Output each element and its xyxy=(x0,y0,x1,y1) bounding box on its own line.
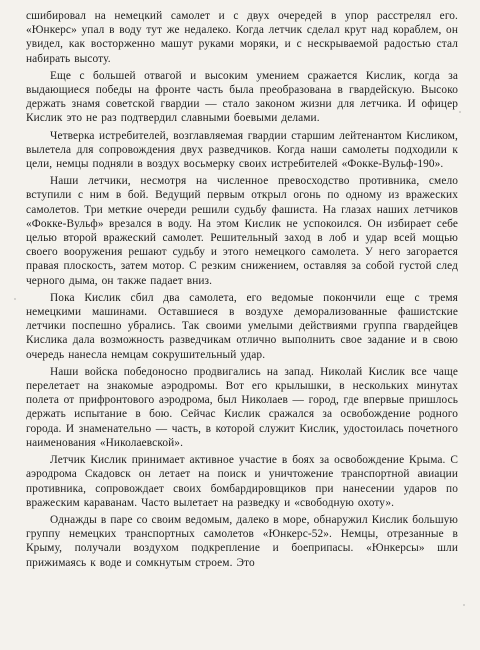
paragraph-6: Наши войска победоносно продвигались на запад. Николай Кислик все чаще перелетает на знакомые аэродромы. Вот его крылышки, в нескольких минутах полета от прифронтового аэродрома, был Николаев — город, где впервые пришлось держать испытание в бою. Сейчас Кислик сражался за освобождение родного города. И знаменательно — часть, в которой служит Кислик, удостоилась почетного наименования «Николаевской». xyxy=(26,365,458,449)
print-speck xyxy=(14,298,16,300)
print-speck xyxy=(459,111,461,113)
paragraph-8: Однажды в паре со своим ведомым, далеко в море, обнаружил Кислик большую группу немецких транспортных самолетов «Юнкерс-52». Немцы, отрезанные в Крыму, получали воздухом подкрепление и боеприпасы. «Юнкерсы» шли прижимаясь к воде и сомкнутым строем. Это xyxy=(26,513,458,569)
paragraph-5: Пока Кислик сбил два самолета, его ведомые покончили еще с тремя немецкими машинами. Оставшиеся в воздухе деморализованные фашистские летчики поспешно убрались. Так своими умелыми действиями группа гвардейцев Кислика дала возможность разведчикам отлично выполнить свое задание и в свою очередь нанесла немцам сокрушительный удар. xyxy=(26,291,458,361)
paragraph-2: Еще с большей отвагой и высоким умением сражается Кислик, когда за выдающиеся победы на фронте часть была преобразована в гвардейскую. Высоко держать знамя советской гвардии — стало законом жизни для летчика. И офицер Кислик это не раз подтвердил славными боевыми делами. xyxy=(26,69,458,125)
print-speck xyxy=(463,604,465,606)
paragraph-7: Летчик Кислик принимает активное участие в боях за освобождение Крыма. С аэродрома Скадовск он летает на поиск и уничтожение транспортной авиации противника, сопровождает своих бомбардировщиков при нанесении ударов по вражеским караванам. Часто вылетает на разведку и «свободную охоту». xyxy=(26,454,458,509)
paragraph-4: Наши летчики, несмотря на численное превосходство противника, смело вступили с ним в бой. Ведущий первым открыл огонь по одному из вражеских самолетов. Три меткие очереди решили судьбу фашиста. На глазах наших летчиков «Фокке-Вульф» врезался в воду. На этом Кислик не успокоился. Он избирает себе целью второй вражеский самолет. Решительный заход в лоб и удар всей мощью своего вооружения решают судьбу и этого немецкого самолета. У него загорается правая плоскость, затем мотор. С резким снижением, оставляя за собой густой след черного дыма, он также падает вниз. xyxy=(26,175,458,287)
paragraph-1: сшибировал на немецкий самолет и с двух очередей в упор расстрелял его. «Юнкерс» упал в воду тут же недалеко. Когда летчик сделал крут над кораблем, он увидел, как восторженно машут руками моряки, и с нескрываемой радостью стал набирать высоту. xyxy=(26,10,458,65)
text-column xyxy=(26,9,458,570)
paragraph-3: Четверка истребителей, возглавляемая гвардии старшим лейтенантом Кисликом, вылетела для сопровождения двух разведчиков. Когда наши самолеты подходили к цели, немцы подняли в воздух восьмерку своих истребителей «Фокке-Вульф-190». xyxy=(26,129,458,171)
